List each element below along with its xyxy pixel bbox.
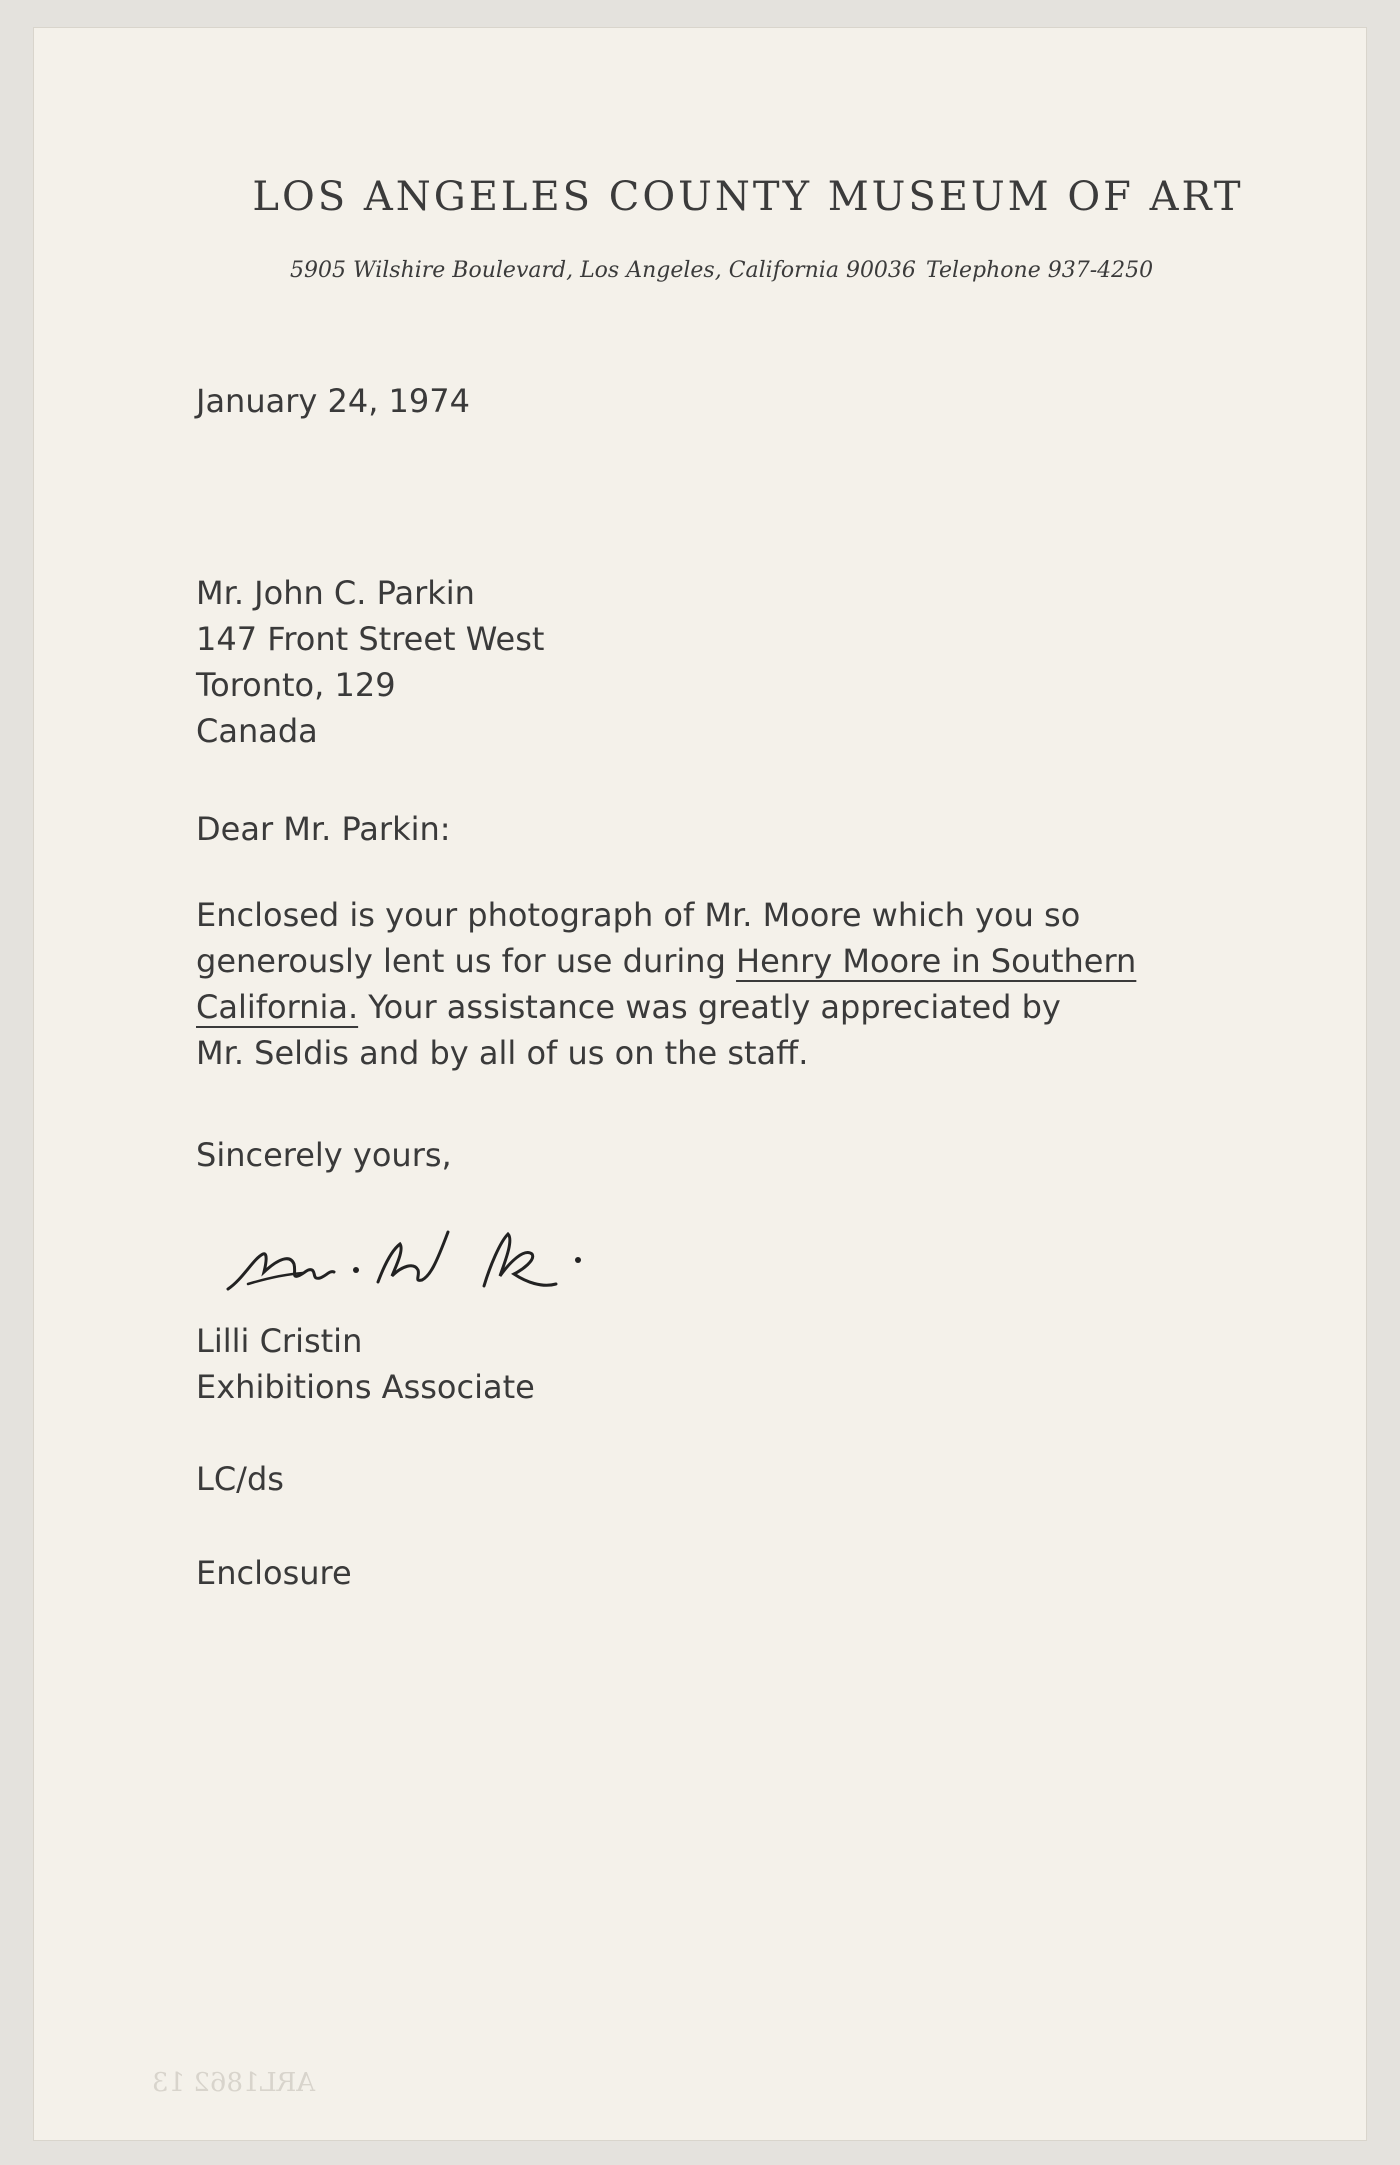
letterhead-telephone: Telephone 937-4250	[926, 258, 1154, 283]
body-paragraph	[196, 892, 1136, 1076]
enclosure-note: Enclosure	[196, 1554, 352, 1592]
salutation: Dear Mr. Parkin:	[196, 810, 451, 848]
signer-title: Exhibitions Associate	[196, 1368, 535, 1406]
signer-name: Lilli Cristin	[196, 1322, 363, 1360]
letterhead-address: 5905 Wilshire Boulevard, Los Angeles, California 90036	[290, 258, 916, 283]
archive-stamp-bleedthrough: ARL1862 13	[152, 2068, 316, 2098]
reference-initials: LC/ds	[196, 1460, 284, 1498]
body-line-text: Your assistance was greatly appreciated by	[358, 988, 1061, 1026]
recipient-country: Canada	[196, 712, 318, 750]
body-line: Mr. Seldis and by all of us on the staff.	[196, 1034, 809, 1072]
letterhead-name: LOS ANGELES COUNTY MUSEUM OF ART	[252, 174, 1244, 220]
exhibition-title: California.	[196, 988, 359, 1026]
closing: Sincerely yours,	[196, 1136, 452, 1174]
exhibition-title: Henry Moore in Southern	[736, 942, 1137, 980]
handwritten-signature	[208, 1204, 608, 1314]
body-line	[196, 938, 1136, 984]
body-line: Enclosed is your photograph of Mr. Moore which you so	[196, 896, 1081, 934]
letter-date: January 24, 1974	[196, 382, 470, 420]
recipient-street: 147 Front Street West	[196, 620, 545, 658]
body-line-text: generously lent us for use during	[196, 942, 737, 980]
body-line	[196, 984, 1136, 1030]
recipient-name: Mr. John C. Parkin	[196, 574, 475, 612]
recipient-city: Toronto, 129	[196, 666, 396, 704]
signer-block	[196, 1318, 535, 1410]
letter-sheet	[34, 28, 1366, 2140]
recipient-address-block	[196, 570, 544, 754]
